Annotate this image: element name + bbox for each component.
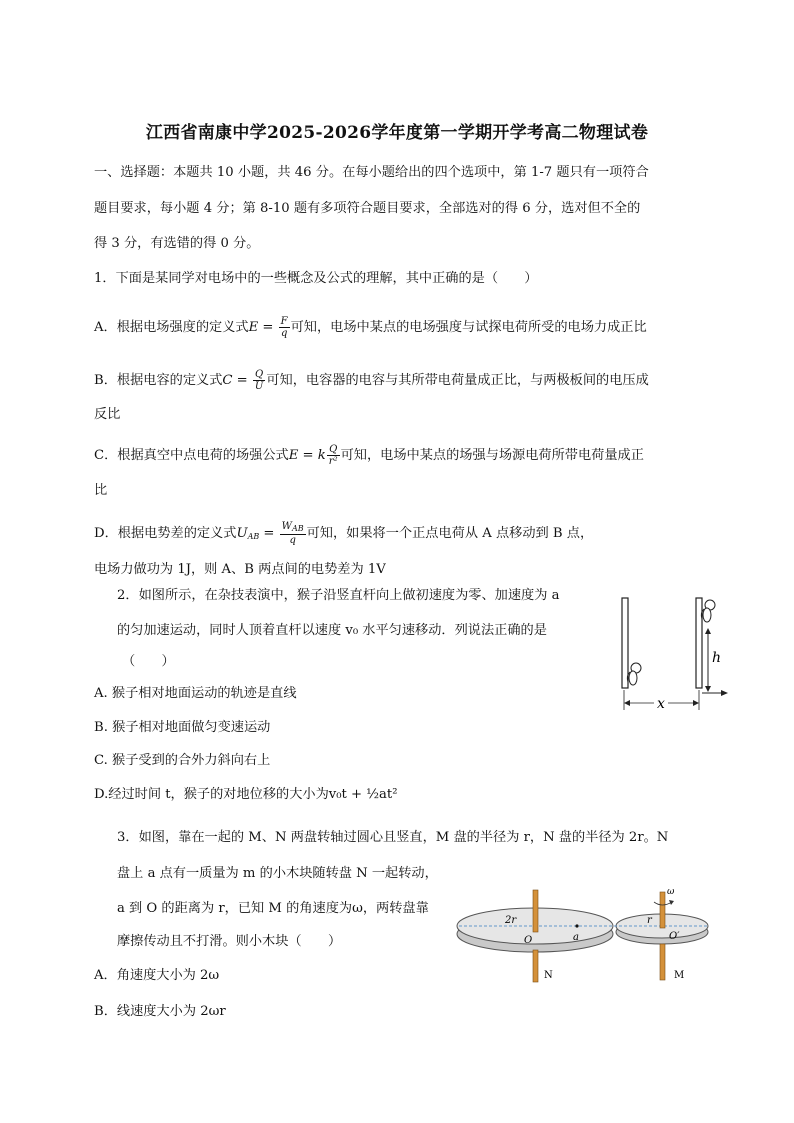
fig-omega-label: ω [667,887,675,897]
q1-option-c [94,444,644,467]
fig-M-label: M [674,970,685,981]
q1-b-formula: C = $\frac{Q}{U}$ [222,369,264,392]
section1-line3: 得 3 分，有选错的得 0 分。 [94,236,260,251]
fig-2r-label: 2r [505,915,517,926]
q3-stem-line2: 盘上 a 点有一质量为 m 的小木块随转盘 N 一起转动， [117,866,438,881]
q2-stem-line3: （ ） [122,654,175,669]
q2-option-a: A. 猴子相对地面运动的轨迹是直线 [94,686,297,701]
q1-option-a [94,316,647,339]
x-dim-head-left [624,700,630,706]
q3-stem-line1: 3．如图，靠在一起的 M、N 两盘转轴过圆心且竖直，M 盘的半径为 r，N 盘的半径为 2r。N [117,830,669,845]
q1-d-post: 可知，如果将一个正点电荷从 A 点移动到 B 点， [306,526,594,541]
q3-option-a: A．角速度大小为 2ω [94,968,220,983]
axle-m-top [660,892,665,928]
q3-stem-line3: a 到 O 的距离为 r，已知 M 的角速度为ω，两转盘靠 [117,901,429,916]
pole-right [696,598,702,688]
section1-line1: 一、选择题：本题共 10 小题，共 46 分。在每小题给出的四个选项中，第 1-7 题只有一项符合 [94,165,649,180]
h-arrow-head-down [705,686,711,692]
axle-n-bottom [533,950,538,982]
q1-a-post: 可知，电场中某点的电场强度与试探电荷所受的电场力成正比 [290,320,647,335]
fig-O-label: O [524,935,533,946]
monkey-right-icon [701,600,715,622]
q1-b-pre: B．根据电容的定义式 [94,373,223,388]
fig-h-label: h [712,650,722,666]
q1-c-pre: C．根据真空中点电荷的场强公式 [94,448,289,463]
pole-left [622,598,628,688]
q1-option-b [94,369,649,392]
fig-O2-label: O′ [669,931,680,942]
q1-b-cont: 反比 [94,407,121,422]
q3-figure [455,882,715,987]
q1-a-pre: A．根据电场强度的定义式 [94,320,249,335]
q2-option-d [94,786,398,804]
page-title: 江西省南康中学2025-2026学年度第一学期开学考高二物理试卷 [145,123,649,143]
monkey-left-icon [627,663,641,685]
fig-N-label: N [544,970,553,981]
q1-c-formula: E = k $\frac{Q}{\text{r²}}$ [288,444,338,467]
q2-stem-line2: 的匀加速运动，同时人顶着直杆以速度 v₀ 水平匀速移动．列说法正确的是 [117,623,547,638]
fig-x-label: x [657,696,665,712]
point-a-dot [575,924,578,927]
x-dim-head-right [693,700,699,706]
q3-option-b: B．线速度大小为 2ωr [94,1004,226,1019]
q1-c-post: 可知，电场中某点的场强与场源电荷所带电荷量成正 [340,448,644,463]
q1-d-pre: D．根据电势差的定义式 [94,526,237,541]
q3-stem-line4: 摩擦传动且不打滑。则小木块（ ） [117,934,342,949]
q2-option-b: B. 猴子相对地面做匀变速运动 [94,720,271,735]
q1-c-cont: 比 [94,483,108,498]
axle-n-top [533,890,538,932]
q1-a-formula: E = $\frac{F}{q}$ [248,316,288,339]
q2-stem-line1: 2．如图所示，在杂技表演中，猴子沿竖直杆向上做初速度为零、加速度为 a [117,588,560,603]
q1-b-post: 可知，电容器的电容与其所带电荷量成正比，与两极板间的电压成 [266,373,649,388]
q1-d-cont: 电场力做功为 1J，则 A、B 两点间的电势差为 1V [94,562,386,577]
fig-a-label: a [573,932,579,943]
axle-m-bottom [660,944,665,980]
h-arrow-head-up [705,628,711,634]
q2-d-pre: D.经过时间 t，猴子的对地位移的大小为 [94,787,329,802]
v-arrow-head [721,690,728,696]
q2-option-c: C. 猴子受到的合外力斜向右上 [94,753,271,768]
q1-option-d [94,521,593,546]
fig-r-label: r [647,915,652,926]
q2-d-formula: v₀t + ½at² [328,787,398,802]
q1-d-formula: UAB = $\frac{W_{AB}}{q}$ [236,521,304,546]
q2-figure [600,590,740,720]
section1-line2: 题目要求，每小题 4 分；第 8-10 题有多项符合题目要求，全部选对的得 6 分，选对但不全的 [94,201,641,216]
rotation-arrow-head [669,900,674,905]
q1-stem: 1．下面是某同学对电场中的一些概念及公式的理解，其中正确的是（ ） [94,271,538,286]
